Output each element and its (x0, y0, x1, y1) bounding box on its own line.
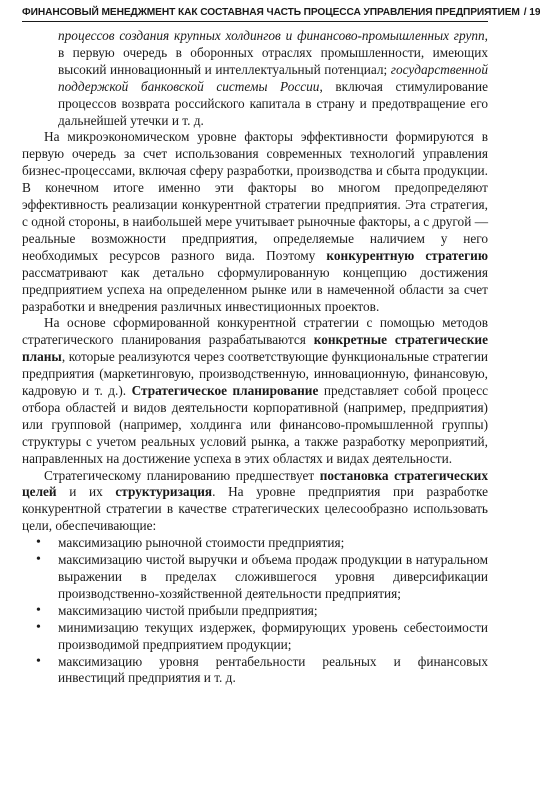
intro-italic-2: государственной поддержкой банковской системы России (58, 61, 488, 94)
page-number: 19 (529, 7, 540, 18)
paragraph-microeconomic (22, 129, 488, 315)
paragraph-text: рассматривают как детально сформулированную концепцию достижения предприятием успеха на определенном рынке или в намеченной области за счет разработки и внедрения различных инвестиционных проектов. (22, 264, 488, 314)
paragraph-text: и их (56, 484, 116, 500)
page-body (22, 28, 488, 687)
list-item: • максимизацию уровня рентабельности реальных и финансовых инвестиций предприятия и т. д. (22, 654, 488, 688)
list-item: • максимизацию рыночной стоимости предприятия; (22, 535, 488, 552)
page-number-group (524, 7, 540, 18)
term-structuring: структуризация (115, 484, 213, 500)
intro-italic-1: процессов создания крупных холдингов и финансово-промышленных групп (58, 28, 485, 43)
paragraph-text: , которые реализуются через соответствующие функциональные стратегии предприятия (маркетинговую, производственную, инновационную, финансовую, кадровую и т. д.). (22, 349, 488, 399)
header-separator: / (523, 7, 527, 18)
list-item: • минимизацию текущих издержек, формирующих уровень себестоимости производимой предприятием продукции; (22, 620, 488, 654)
term-strategic-planning: Стратегическое планирование (131, 383, 319, 399)
running-header-title: ФИНАНСОВЫЙ МЕНЕДЖМЕНТ КАК СОСТАВНАЯ ЧАСТЬ ПРОЦЕССА УПРАВЛЕНИЯ ПРЕДПРИЯТИЕМ (22, 7, 520, 18)
list-item: • максимизацию чистой выручки и объема продаж продукции в натуральном выражении в пределах сложившегося уровня диверсификации производственно-хозяйственной деятельности предприятия; (22, 552, 488, 603)
goals-list (22, 535, 488, 687)
term-competitive-strategy: конкурентную стратегию (326, 247, 488, 263)
paragraph-text: Стратегическому планированию предшествует (44, 467, 320, 483)
paragraph-text: представляет собой процесс отбора областей и видов деятельности корпоративной (например, предприятия) или групповой (например, холдинга или финансово-промышленной группы) структуры с учетом реальных условий рынка, а также разработку мероприятий, направленных на достижение успеха в этих областях и видах деятельности. (22, 383, 488, 466)
paragraph-strategic-planning (22, 315, 488, 467)
term-strategic-plans: конкретные стратегические планы (22, 332, 488, 365)
intro-text-1: , в первую очередь в оборонных отраслях промышленности, имеющих высокий инновационный и интеллектуальный потенциал; (58, 28, 488, 77)
paragraph-strategic-goals (22, 468, 488, 536)
list-item: • максимизацию чистой прибыли предприятия; (22, 603, 488, 620)
intro-continuation (22, 28, 488, 129)
intro-text-2: , включая стимулирование процессов возврата российского капитала в страну и предотвращение его дальнейшей утечки и т. д. (58, 78, 488, 128)
running-header (22, 0, 540, 22)
paragraph-text: На микроэкономическом уровне факторы эффективности формируются в первую очередь за счет использования современных технологий управления бизнес-процессами, включая сферу разработки, производства и сбыта продукции. В конечном итоге именно эти факторы во многом предопределяют эффективность реализации конкурентной стратегии предприятия. Эта стратегия, с одной стороны, в наибольшей мере учитывает рыночные факторы, а с другой — реальные возможности предприятия, определяемые наличием у него необходимых ресурсов разного вида. Поэтому (22, 129, 488, 263)
term-goal-setting: постановка стратегических целей (22, 467, 488, 500)
paragraph-text: . На уровне предприятия при разработке конкурентной стратегии в качестве стратегических целесообразно использовать цели, обеспечивающие: (22, 484, 488, 534)
paragraph-text: На основе сформированной конкурентной стратегии с помощью методов стратегического планирования разрабатываются (22, 315, 488, 348)
